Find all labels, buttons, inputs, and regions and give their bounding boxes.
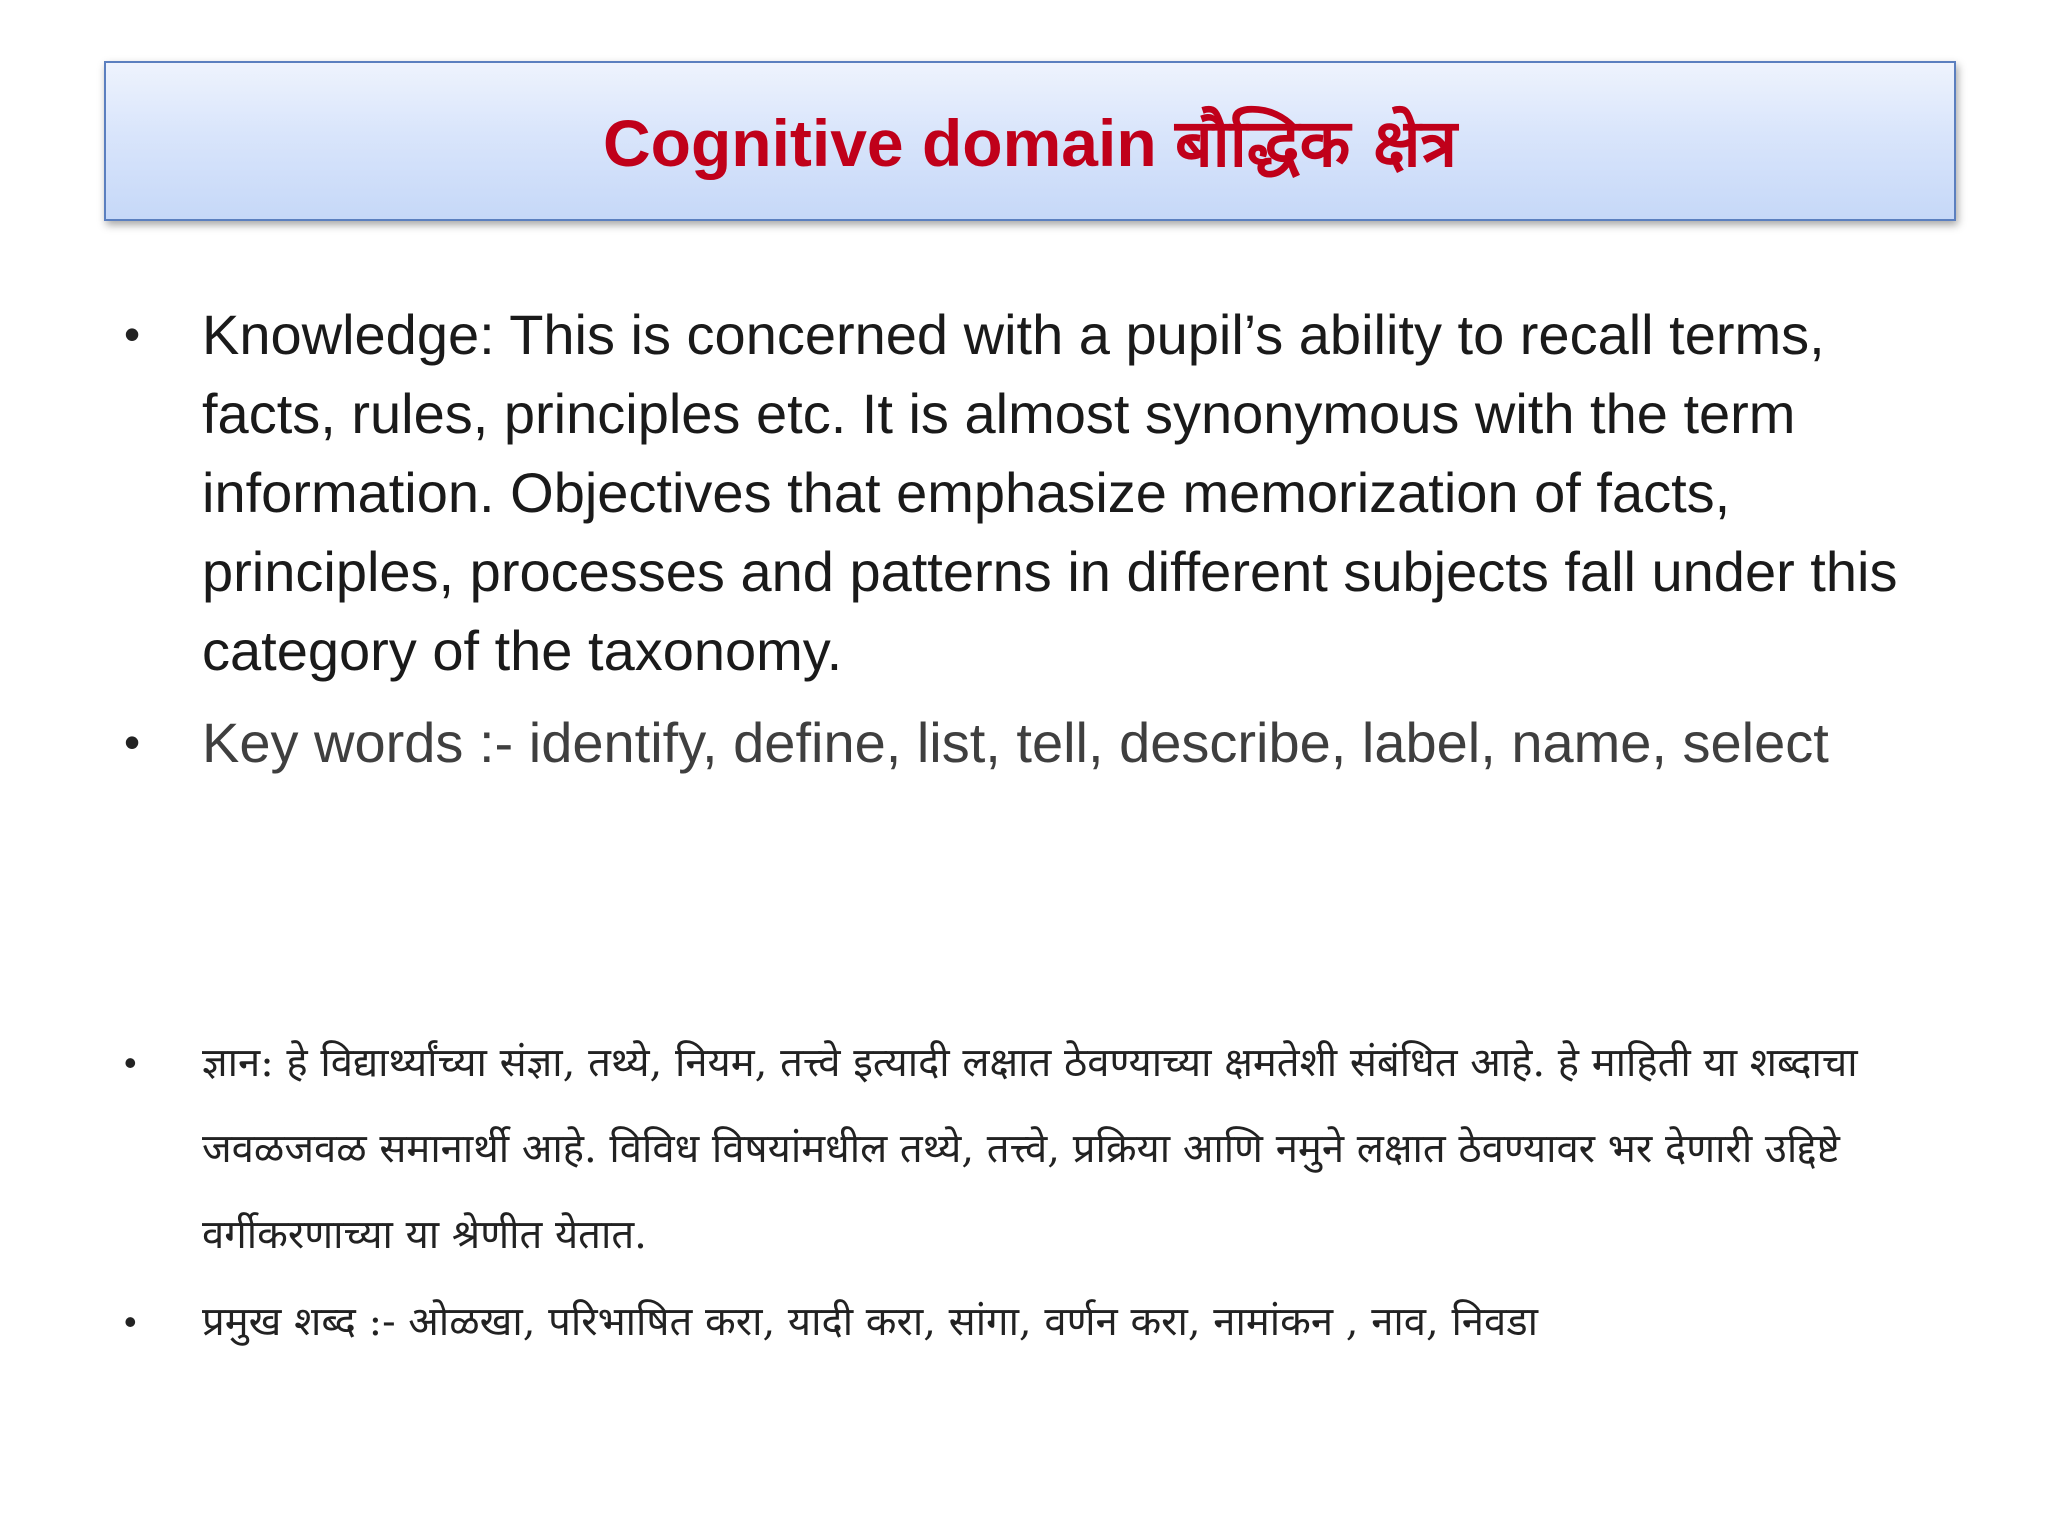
- slide-title-english: Cognitive domain: [602, 106, 1157, 180]
- bullet-text: प्रमुख शब्द :- ओळखा, परिभाषित करा, यादी करा, सांगा, वर्णन करा, नामांकन , नाव, निवडा: [202, 1299, 1539, 1345]
- bullet-marker: •: [124, 308, 141, 360]
- bullet-key-words-marathi: [124, 1292, 1914, 1352]
- slide-title: [603, 96, 1457, 186]
- slide-title-box: [104, 61, 1956, 221]
- bullet-text: ज्ञान: हे विद्यार्थ्यांच्या संज्ञा, तथ्ये, नियम, तत्त्वे इत्यादी लक्षात ठेवण्याच्या क्षमतेशी संबंधित आहे. हे माहिती या शब्दाचा जवळजवळ समानार्थी आहे. विविध विषयांमधील तथ्ये, तत्त्वे, प्रक्रिया आणि नमुने लक्षात ठेवण्यावर भर देणारी उद्दिष्टे वर्गीकरणाच्या या श्रेणीत येतात.: [202, 1040, 1858, 1258]
- slide-title-marathi: बौद्धिक क्षेत्र: [1175, 105, 1458, 182]
- bullet-marker: •: [124, 1042, 137, 1083]
- bullet-knowledge-definition: [124, 295, 1914, 690]
- bullet-marker: •: [124, 716, 141, 768]
- bullet-key-words: [124, 703, 1914, 782]
- bullet-text: Key words :- identify, define, list, tell, describe, label, name, select: [202, 711, 1829, 774]
- bullet-text: Knowledge: This is concerned with a pupil’s ability to recall terms, facts, rules, principles etc. It is almost synonymous with the term information. Objectives that emphasize memorization of facts, principles, processes and patterns in different subjects fall under this category of the taxonomy.: [202, 303, 1898, 682]
- bullet-knowledge-definition-marathi: [124, 1020, 1914, 1278]
- bullet-marker: •: [124, 1301, 137, 1342]
